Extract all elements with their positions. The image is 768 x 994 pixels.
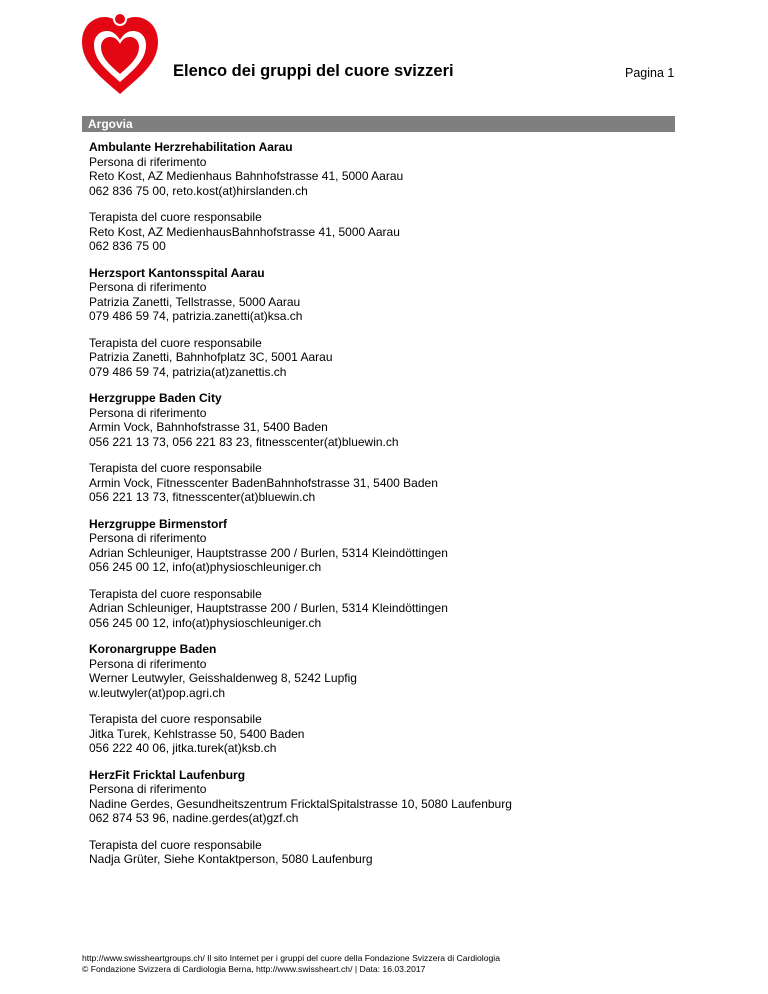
group-entry [89,517,689,631]
group-entry [89,140,689,254]
therapist-label: Terapista del cuore responsabile [89,837,262,852]
therapist-detail: Jitka Turek, Kehlstrasse 50, 5400 Baden [89,726,305,741]
contact-detail: 062 836 75 00, reto.kost(at)hirslanden.ch [89,183,308,198]
group-name: Herzgruppe Birmenstorf [89,516,228,531]
contact-detail: Nadine Gerdes, Gesundheitszentrum FricktalSpitalstrasse 10, 5080 Laufenburg [89,796,512,811]
group-name: Koronargruppe Baden [89,642,217,656]
page-number: Pagina 1 [625,66,675,80]
contact-detail: Werner Leutwyler, Geisshaldenweg 8, 5242 Lupfig [89,671,357,685]
group-name: Herzgruppe Baden City [89,391,222,405]
group-entry [89,391,689,505]
contact-detail: w.leutwyler(at)pop.agri.ch [89,685,226,700]
contact-label: Persona di riferimento [89,154,207,169]
therapist-detail: 062 836 75 00 [89,239,166,253]
therapist-detail: Nadja Grüter, Siehe Kontaktperson, 5080 Laufenburg [89,852,373,866]
contact-detail: Adrian Schleuniger, Hauptstrasse 200 / Burlen, 5314 Kleindöttingen [89,545,448,560]
contact-detail: Reto Kost, AZ Medienhaus Bahnhofstrasse 41, 5000 Aarau [89,169,404,183]
therapist-detail: 056 222 40 06, jitka.turek(at)ksb.ch [89,741,277,755]
therapist-detail: 079 486 59 74, patrizia(at)zanettis.ch [89,364,287,379]
region-header: Argovia [82,116,675,132]
contact-detail: Armin Vock, Bahnhofstrasse 31, 5400 Baden [89,420,328,434]
group-name: HerzFit Fricktal Laufenburg [89,767,246,782]
contact-label: Persona di riferimento [89,405,207,420]
group-entry [89,266,689,380]
therapist-block [89,712,689,756]
therapist-label: Terapista del cuore responsabile [89,586,262,601]
contact-detail: 062 874 53 96, nadine.gerdes(at)gzf.ch [89,811,299,825]
document-title: Elenco dei gruppi del cuore svizzeri [173,62,454,80]
contact-block [89,642,689,700]
therapist-detail: Reto Kost, AZ MedienhausBahnhofstrasse 41, 5000 Aarau [89,224,400,239]
contact-block [89,768,689,826]
footer-website-line: http://www.swissheartgroups.ch/ Il sito Internet per i gruppi del cuore della Fondazione Svizzera di Cardiologia [82,953,500,963]
therapist-block [89,336,689,380]
contact-label: Persona di riferimento [89,280,207,294]
group-entry [89,768,689,867]
contact-label: Persona di riferimento [89,531,207,545]
contact-block [89,517,689,575]
therapist-detail: 056 245 00 12, info(at)physioschleuniger.ch [89,615,322,630]
contact-block [89,266,689,324]
contact-detail: 079 486 59 74, patrizia.zanetti(at)ksa.ch [89,309,303,323]
swiss-heart-logo [80,8,160,96]
therapist-label: Terapista del cuore responsabile [89,335,262,350]
therapist-detail: Adrian Schleuniger, Hauptstrasse 200 / Burlen, 5314 Kleindöttingen [89,601,448,615]
therapist-block [89,461,689,505]
therapist-block [89,210,689,254]
therapist-label: Terapista del cuore responsabile [89,712,262,726]
contact-block [89,391,689,449]
contact-label: Persona di riferimento [89,656,207,671]
therapist-label: Terapista del cuore responsabile [89,461,262,475]
therapist-detail: 056 221 13 73, fitnesscenter(at)bluewin.ch [89,490,316,504]
contact-label: Persona di riferimento [89,782,207,796]
group-name: Ambulante Herzrehabilitation Aarau [89,140,293,154]
therapist-detail: Patrizia Zanetti, Bahnhofplatz 3C, 5001 Aarau [89,350,333,364]
contact-detail: 056 245 00 12, info(at)physioschleuniger.ch [89,560,322,574]
therapist-block [89,838,689,867]
group-list [89,140,689,879]
group-name: Herzsport Kantonsspital Aarau [89,265,265,280]
therapist-detail: Armin Vock, Fitnesscenter BadenBahnhofstrasse 31, 5400 Baden [89,475,438,490]
therapist-label: Terapista del cuore responsabile [89,210,262,224]
footer-copyright-line: © Fondazione Svizzera di Cardiologia Berna, http://www.swissheart.ch/ | Data: 16.03.2017 [82,964,426,974]
contact-detail: 056 221 13 73, 056 221 83 23, fitnesscenter(at)bluewin.ch [89,434,399,449]
contact-block [89,140,689,198]
page-footer [82,953,500,975]
therapist-block [89,587,689,631]
contact-detail: Patrizia Zanetti, Tellstrasse, 5000 Aarau [89,294,301,309]
group-entry [89,642,689,756]
